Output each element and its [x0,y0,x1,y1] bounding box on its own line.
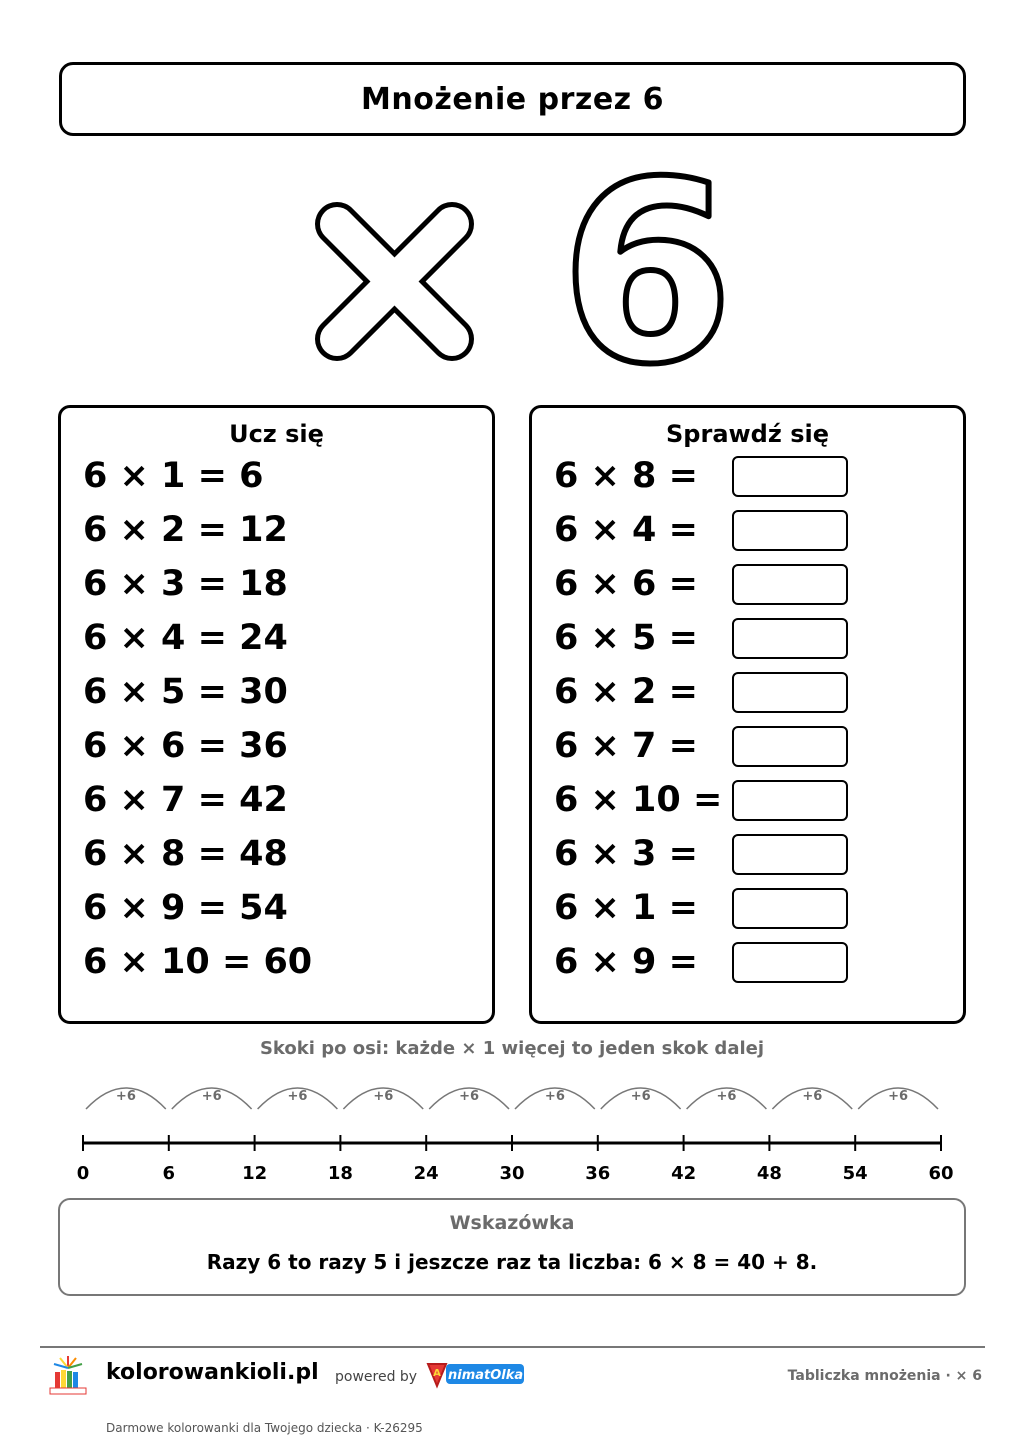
jump-label: +6 [802,1089,823,1104]
number-line-tick-label: 36 [585,1163,611,1184]
learn-row: 6 × 2 = 12 [83,510,288,550]
check-row: 6 × 7 = [554,726,698,766]
hint-text: Razy 6 to razy 5 i jeszcze raz ta liczba: 6 × 8 = 40 + 8. [206,1250,818,1274]
title-box [59,62,966,136]
big-times-six [0,160,1024,375]
kolorowankioli-logo-icon[interactable] [46,1354,90,1398]
check-row: 6 × 10 = [554,780,723,820]
footer-subtitle: Darmowe kolorowanki dla Twojego dziecka · K-26295 [106,1421,423,1435]
check-row: 6 × 4 = [554,510,698,550]
jump-label: +6 [287,1089,308,1104]
learn-row: 6 × 7 = 42 [83,780,288,820]
number-line-tick-label: 42 [671,1163,697,1184]
answer-box[interactable] [732,726,848,767]
learn-row: 6 × 6 = 36 [83,726,288,766]
jump-label: +6 [544,1089,565,1104]
number-line-tick-label: 12 [242,1163,268,1184]
answer-box[interactable] [732,780,848,821]
answer-box[interactable] [732,510,848,551]
jump-label: +6 [630,1089,651,1104]
svg-text:A: A [433,1368,441,1379]
jump-label: +6 [459,1089,480,1104]
learn-row: 6 × 3 = 18 [83,564,288,604]
check-heading: Sprawdź się [666,420,829,448]
answer-box[interactable] [732,942,848,983]
answer-box[interactable] [732,672,848,713]
powered-by-label: powered by [335,1369,418,1385]
learn-row: 6 × 5 = 30 [83,672,288,712]
page-title: Mnożenie przez 6 [361,81,664,117]
number-line-caption: Skoki po osi: każde × 1 więcej to jeden skok dalej [259,1038,765,1059]
check-row: 6 × 6 = [554,564,698,604]
jump-label: +6 [201,1089,222,1104]
learn-heading: Ucz się [229,420,324,448]
check-row: 6 × 5 = [554,618,698,658]
learn-panel [58,405,495,1024]
number-line-tick-label: 54 [842,1163,868,1184]
times-symbol-outline [337,224,452,339]
learn-row: 6 × 4 = 24 [83,618,288,658]
footer-right-text: Tabliczka mnożenia · × 6 [787,1368,982,1384]
number-line-tick-label: 60 [928,1163,954,1184]
check-row: 6 × 3 = [554,834,698,874]
jump-label: +6 [115,1089,136,1104]
number-line-tick-label: 24 [413,1163,439,1184]
jump-label: +6 [716,1089,737,1104]
check-row: 6 × 1 = [554,888,698,928]
check-row: 6 × 8 = [554,456,698,496]
answer-box[interactable] [732,456,848,497]
answer-box[interactable] [732,888,848,929]
jump-label: +6 [888,1089,909,1104]
six-digit-outline: 6 [560,160,734,375]
learn-row: 6 × 10 = 60 [83,942,313,982]
check-panel [529,405,966,1024]
number-line-tick-label: 6 [162,1163,176,1184]
footer-divider [40,1346,985,1348]
number-line-tick-label: 0 [76,1163,90,1184]
hint-box [58,1198,966,1296]
learn-row: 6 × 9 = 54 [83,888,288,928]
check-row: 6 × 9 = [554,942,698,982]
brand-name[interactable]: kolorowankioli.pl [106,1360,319,1385]
check-row: 6 × 2 = [554,672,698,712]
hint-title: Wskazówka [449,1212,575,1234]
number-line-tick-label: 48 [756,1163,782,1184]
answer-box[interactable] [732,564,848,605]
svg-text:nimatOlka: nimatOlka [448,1368,524,1383]
answer-box[interactable] [732,618,848,659]
jump-label: +6 [373,1089,394,1104]
learn-row: 6 × 8 = 48 [83,834,288,874]
number-line-tick-label: 30 [499,1163,525,1184]
learn-row: 6 × 1 = 6 [83,456,264,496]
number-line-tick-label: 18 [327,1163,353,1184]
animatolka-logo[interactable] [424,1356,526,1392]
number-line [0,1075,1024,1190]
answer-box[interactable] [732,834,848,875]
